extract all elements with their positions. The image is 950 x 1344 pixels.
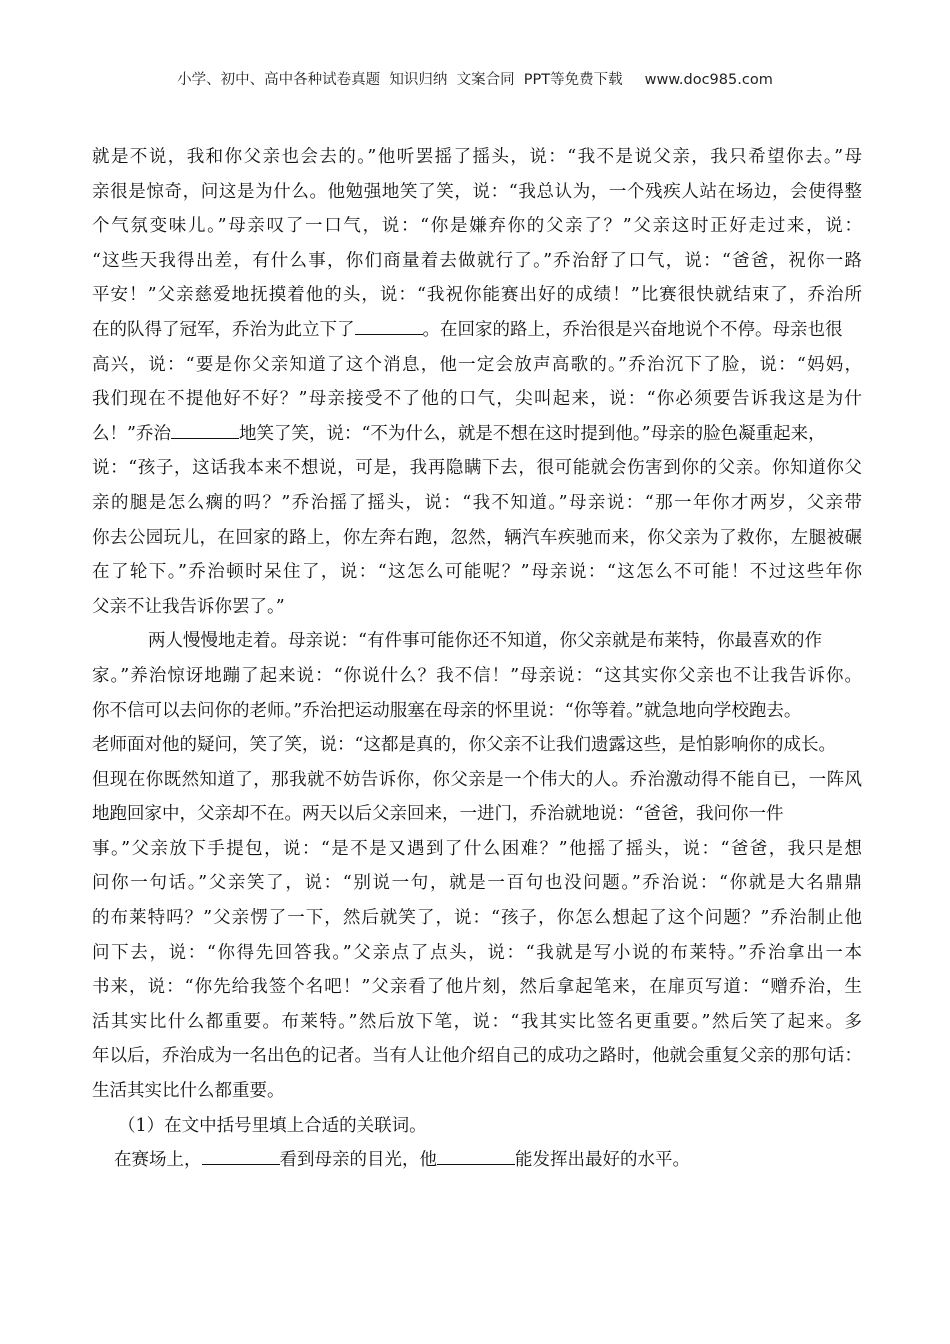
line-part: 在的队得了冠军，乔治为此立下了	[92, 319, 355, 340]
answer-blank-1[interactable]	[202, 1144, 280, 1165]
text-line: 地跑回家中，父亲却不在。两天以后父亲回来，一进门，乔治就地说：“爸爸，我问你一件	[92, 804, 784, 825]
text-line: 亲的腿是怎么瘸的吗？”乔治摇了摇头，说：“我不知道。”母亲说：“那一年你才两岁，父亲带	[92, 492, 862, 513]
text-line: 事。”父亲放下手提包，说：“是不是又遇到了什么困难？”他摇了摇头，说：“爸爸，我只是想	[92, 838, 862, 859]
text-line: 就是不说，我和你父亲也会去的。”他听罢摇了摇头，说：“我不是说父亲，我只希望你去。”母	[92, 147, 862, 167]
question-title: （1）在文中括号里填上合适的关联词。	[118, 1115, 427, 1136]
text-line: 活其实比什么都重要。布莱特。”然后放下笔，说：“我其实比签名更重要。”然后笑了起来。多	[92, 1011, 862, 1032]
line-part: 。在回家的路上，乔治很是兴奋地说个不停。母亲也很	[422, 319, 843, 340]
text-line: 我们现在不提他好不好？”母亲接受不了他的口气，尖叫起来，说：“你必须要告诉我这是为什	[92, 389, 862, 410]
text-line: 你不信可以去问你的老师。”乔治把运动服塞在母亲的怀里说：“你等着。”就急地向学校跑去。	[92, 700, 802, 721]
header-text: 小学、初中、高中各种试卷真题 知识归纳 文案合同 PPT等免费下载	[177, 72, 623, 88]
text-line: 问下去，说：“你得先回答我。”父亲点了点头，说：“我就是写小说的布莱特。”乔治拿出一本	[92, 942, 862, 963]
text-line: 高兴，说：“要是你父亲知道了这个消息，他一定会放声高歌的。”乔治沉下了脸，说：“妈妈，	[92, 354, 862, 375]
question-sentence	[92, 1143, 862, 1178]
fill-blank[interactable]	[355, 314, 423, 335]
text-line: 老师面对他的疑问，笑了笑，说：“这都是真的，你父亲不让我们遗露这些，是怕影响你的成长。	[92, 735, 836, 756]
line-part: 地笑了笑，说：“不为什么，就是不想在这时提到他。”母亲的脸色凝重起来，	[238, 423, 826, 444]
text-line: 个气氛变味儿。”母亲叹了一口气，说：“你是嫌弃你的父亲了？”父亲这时正好走过来，说：	[92, 216, 862, 237]
text-line: 书来，说：“你先给我签个名吧！”父亲看了他片刻，然后拿起笔来，在扉页写道：“赠乔治，生	[92, 977, 862, 998]
text-line: 父亲不让我告诉你罢了。”	[92, 596, 285, 617]
text-line: “这些天我得出差，有什么事，你们商量着去做就行了。”乔治舒了口气，说：“爸爸，祝你一路	[92, 250, 862, 271]
text-line: 家。”养治惊讶地蹦了起来说：“你说什么？我不信！”母亲说：“这其实你父亲也不让我告诉你。	[92, 665, 862, 686]
fill-blank[interactable]	[171, 418, 239, 439]
text-line: 你去公园玩儿，在回家的路上，你左奔右跑，忽然，辆汽车疾驰而来，你父亲为了救你，左腿被碾	[92, 527, 862, 548]
text-line: 说：“孩子，这话我本来不想说，可是，我再隐瞒下去，很可能就会伤害到你的父亲。你知道你父	[92, 458, 862, 479]
text-line: 平安！”父亲慈爱地抚摸着他的头，说：“我祝你能赛出好的成绩！”比赛很快就结束了，乔治所	[92, 285, 862, 306]
text-line: 的布莱特吗？”父亲愣了一下，然后就笑了，说：“孩子，你怎么想起了这个问题？”乔治制止他	[92, 908, 862, 929]
page-header	[0, 68, 950, 89]
article-body	[92, 140, 862, 1178]
text-line-with-blank	[92, 417, 862, 452]
question-suffix: 能发挥出最好的水平。	[515, 1150, 690, 1171]
text-line: 在了轮下。”乔治顿时呆住了，说：“这怎么可能呢？”母亲说：“这怎么不可能！不过这些年你	[92, 562, 862, 583]
question-middle: 看到母亲的目光，他	[279, 1150, 437, 1171]
text-line: 年以后，乔治成为一名出色的记者。当有人让他介绍自己的成功之路时，他就会重复父亲的那句话：	[92, 1046, 862, 1067]
line-part: 么！”乔治	[92, 423, 171, 444]
text-line: 但现在你既然知道了，那我就不妨告诉你，你父亲是一个伟大的人。乔治激动得不能自已，一阵风	[92, 769, 862, 790]
paragraph-start: 两人慢慢地走着。母亲说：“有件事可能你还不知道，你父亲就是布莱特，你最喜欢的作	[148, 631, 822, 652]
answer-blank-2[interactable]	[437, 1144, 515, 1165]
text-line-with-blank	[92, 313, 862, 348]
text-line: 问你一句话。”父亲笑了，说：“别说一句，就是一百句也没问题。”乔治说：“你就是大名鼎鼎	[92, 873, 862, 894]
text-line: 亲很是惊奇，问这是为什么。他勉强地笑了笑，说：“我总认为，一个残疾人站在场边，会使得整	[92, 181, 862, 202]
text-line: 生活其实比什么都重要。	[92, 1081, 285, 1102]
header-url[interactable]: www.doc985.com	[644, 72, 773, 88]
question-prefix: 在赛场上，	[114, 1150, 202, 1171]
